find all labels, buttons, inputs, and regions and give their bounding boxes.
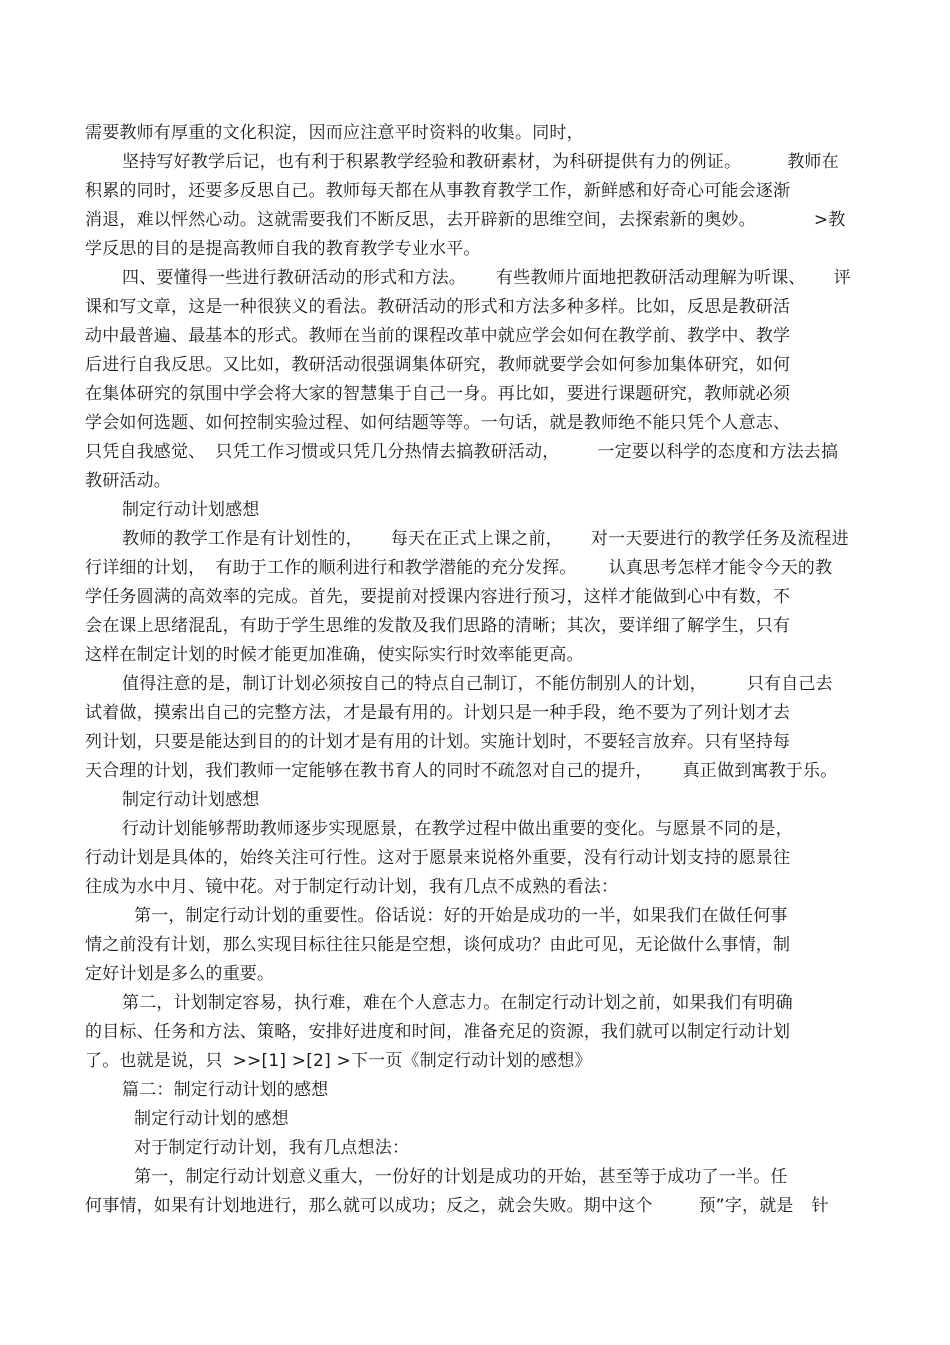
text-span: 后进行自我反思。又比如，教研活动很强调集体研究，教师就要学会如何参加集体研究，如何 (85, 355, 791, 375)
text-span: 列计划，只要是能达到目的的计划才是有用的计划。实施计划时，不要轻言放弃。只有坚持每 (85, 732, 791, 752)
text-span: 何事情，如果有计划地进行，那么就可以成功；反之，就会失败。期中这个 (85, 1196, 653, 1216)
text-line (122, 818, 793, 840)
section-heading (122, 499, 260, 521)
text-span: 积累的同时，还要多反思自己。教师每天都在从事教育教学工作，新鲜感和好奇心可能会逐渐 (85, 181, 791, 201)
pagination-link[interactable]: >>[1] >[2] >下一页《制定行动计划的感想》 (232, 1051, 592, 1071)
text-line (122, 992, 793, 1014)
text-span: 了。也就是说，只 (85, 1051, 223, 1071)
text-span: 往成为水中月、镜中花。对于制定行动计划，我有几点不成熟的看法： (85, 877, 619, 897)
text-span: 学任务圆满的高效率的完成。首先，要提前对授课内容进行预习，这样才能做到心中有数，不 (85, 587, 791, 607)
text-line (85, 644, 584, 666)
text-line (134, 905, 788, 927)
text-span: 只凭自我感觉、 (85, 442, 206, 462)
text-span: 的目标、任务和方法、策略，安排好进度和时间，准备充足的资源，我们就可以制定行动计划 (85, 1022, 791, 1042)
text-span: 预”字，就是 (698, 1196, 794, 1216)
text-span: 行动计划能够帮助教师逐步实现愿景，在教学过程中做出重要的变化。与愿景不同的是， (122, 819, 793, 839)
text-line (85, 615, 790, 637)
text-line (85, 296, 790, 318)
text-span: 针 (811, 1196, 829, 1216)
text-span: >教 (813, 210, 846, 230)
text-span: 消退，难以怦然心动。这就需要我们不断反思，去开辟新的思维空间，去探索新的奥妙。 (85, 210, 756, 230)
text-line (122, 673, 833, 695)
section-heading (122, 789, 260, 811)
text-line (85, 238, 481, 260)
text-span: 真正做到寓教于乐。 (682, 761, 838, 781)
text-span: 会在课上思绪混乱，有助于学生思维的发散及我们思路的清晰；其次，要详细了解学生，只有 (85, 616, 791, 636)
text-line (85, 412, 790, 434)
text-span: 课和写文章，这是一种很狭义的看法。教研活动的形式和方法多种多样。比如，反思是教研活 (85, 297, 791, 317)
text-span: 四、要懂得一些进行教研活动的形式和方法。 (122, 268, 466, 288)
text-span: 学反思的目的是提高教师自我的教育教学专业水平。 (85, 239, 481, 259)
text-line (85, 209, 845, 231)
text-line (85, 963, 274, 985)
text-line (85, 354, 790, 376)
text-line (85, 470, 171, 492)
text-line (134, 1166, 788, 1188)
text-span: 制定行动计划感想 (122, 790, 260, 810)
text-span: 第二，计划制定容易，执行难，难在个人意志力。在制定行动计划之前，如果我们有明确 (122, 993, 793, 1013)
text-span: 动中最普遍、最基本的形式。教师在当前的课程改革中就应学会如何在教学前、教学中、教学 (85, 326, 791, 346)
text-span: 值得注意的是，制订计划必须按自己的特点自己制订，不能仿制别人的计划， (122, 674, 707, 694)
text-line (85, 847, 790, 869)
text-span: 评 (833, 268, 851, 288)
text-line (85, 325, 790, 347)
text-span: 对一天要进行的教学任务及流程进 (590, 529, 849, 549)
text-span: 制定行动计划感想 (122, 500, 260, 520)
text-span: 只有自己去 (746, 674, 833, 694)
text-line (85, 876, 618, 898)
text-span: 对于制定行动计划，我有几点想法： (134, 1138, 410, 1158)
text-span: 定好计划是多么的重要。 (85, 964, 275, 984)
text-line (85, 760, 837, 782)
text-span: 认真思考怎样才能令今天的教 (608, 558, 833, 578)
text-span: 教师的教学工作是有计划性的， (122, 529, 363, 549)
text-span: 篇二：制定行动计划的感想 (122, 1080, 329, 1100)
section-heading (122, 1079, 328, 1101)
text-line (85, 441, 838, 463)
text-line (85, 180, 790, 202)
text-span: 有些教师片面地把教研活动理解为听课、 (496, 268, 806, 288)
text-line (122, 151, 839, 173)
text-span: 试着做，摸索出自己的完整方法，才是最有用的。计划只是一种手段，绝不要为了列计划才去 (85, 703, 791, 723)
text-span: 一定要以科学的态度和方法去搞 (597, 442, 839, 462)
text-line (85, 702, 790, 724)
text-line (85, 934, 790, 956)
text-span: 在集体研究的氛围中学会将大家的智慧集于自己一身。再比如，要进行课题研究，教师就必须 (85, 384, 791, 404)
text-line (134, 1137, 409, 1159)
text-span: 天合理的计划，我们教师一定能够在教书育人的同时不疏忽对自己的提升， (85, 761, 653, 781)
section-heading (134, 1108, 289, 1130)
text-span: 只凭工作习惯或只凭几分热情去搞教研活动， (215, 442, 560, 462)
text-span: 制定行动计划的感想 (134, 1109, 289, 1129)
text-line (122, 528, 849, 550)
text-span: 这样在制定计划的时候才能更加准确，使实际实行时效率能更高。 (85, 645, 584, 665)
text-span: 教师在 (787, 152, 839, 172)
text-line (85, 586, 790, 608)
text-span: 有助于工作的顺利进行和教学潜能的充分发挥。 (215, 558, 577, 578)
text-span: 需要教师有厚重的文化积淀，因而应注意平时资料的收集。同时， (85, 123, 584, 143)
text-span: 教研活动。 (85, 471, 171, 491)
text-line (85, 557, 832, 579)
text-span: 第一，制定行动计划的重要性。俗话说：好的开始是成功的一半，如果我们在做任何事 (134, 906, 788, 926)
text-span: 行详细的计划， (85, 558, 206, 578)
text-span: 情之前没有计划，那么实现目标往往只能是空想，谈何成功？由此可见，无论做什么事情，制 (85, 935, 791, 955)
text-line (85, 383, 790, 405)
text-line (85, 1195, 829, 1217)
text-span: 第一，制定行动计划意义重大，一份好的计划是成功的开始，甚至等于成功了一半。任 (134, 1167, 788, 1187)
text-span: 每天在正式上课之前， (390, 529, 563, 549)
text-line (122, 267, 851, 289)
text-line (85, 1021, 790, 1043)
text-span: 行动计划是具体的，始终关注可行性。这对于愿景来说格外重要，没有行动计划支持的愿景往 (85, 848, 791, 868)
text-line (85, 122, 584, 144)
text-line (85, 731, 790, 753)
text-span: 学会如何选题、如何控制实验过程、如何结题等等。一句话，就是教师绝不能只凭个人意志、 (85, 413, 791, 433)
text-span: 坚持写好教学后记，也有利于积累教学经验和教研素材，为科研提供有力的例证。 (122, 152, 742, 172)
text-line (85, 1050, 592, 1072)
